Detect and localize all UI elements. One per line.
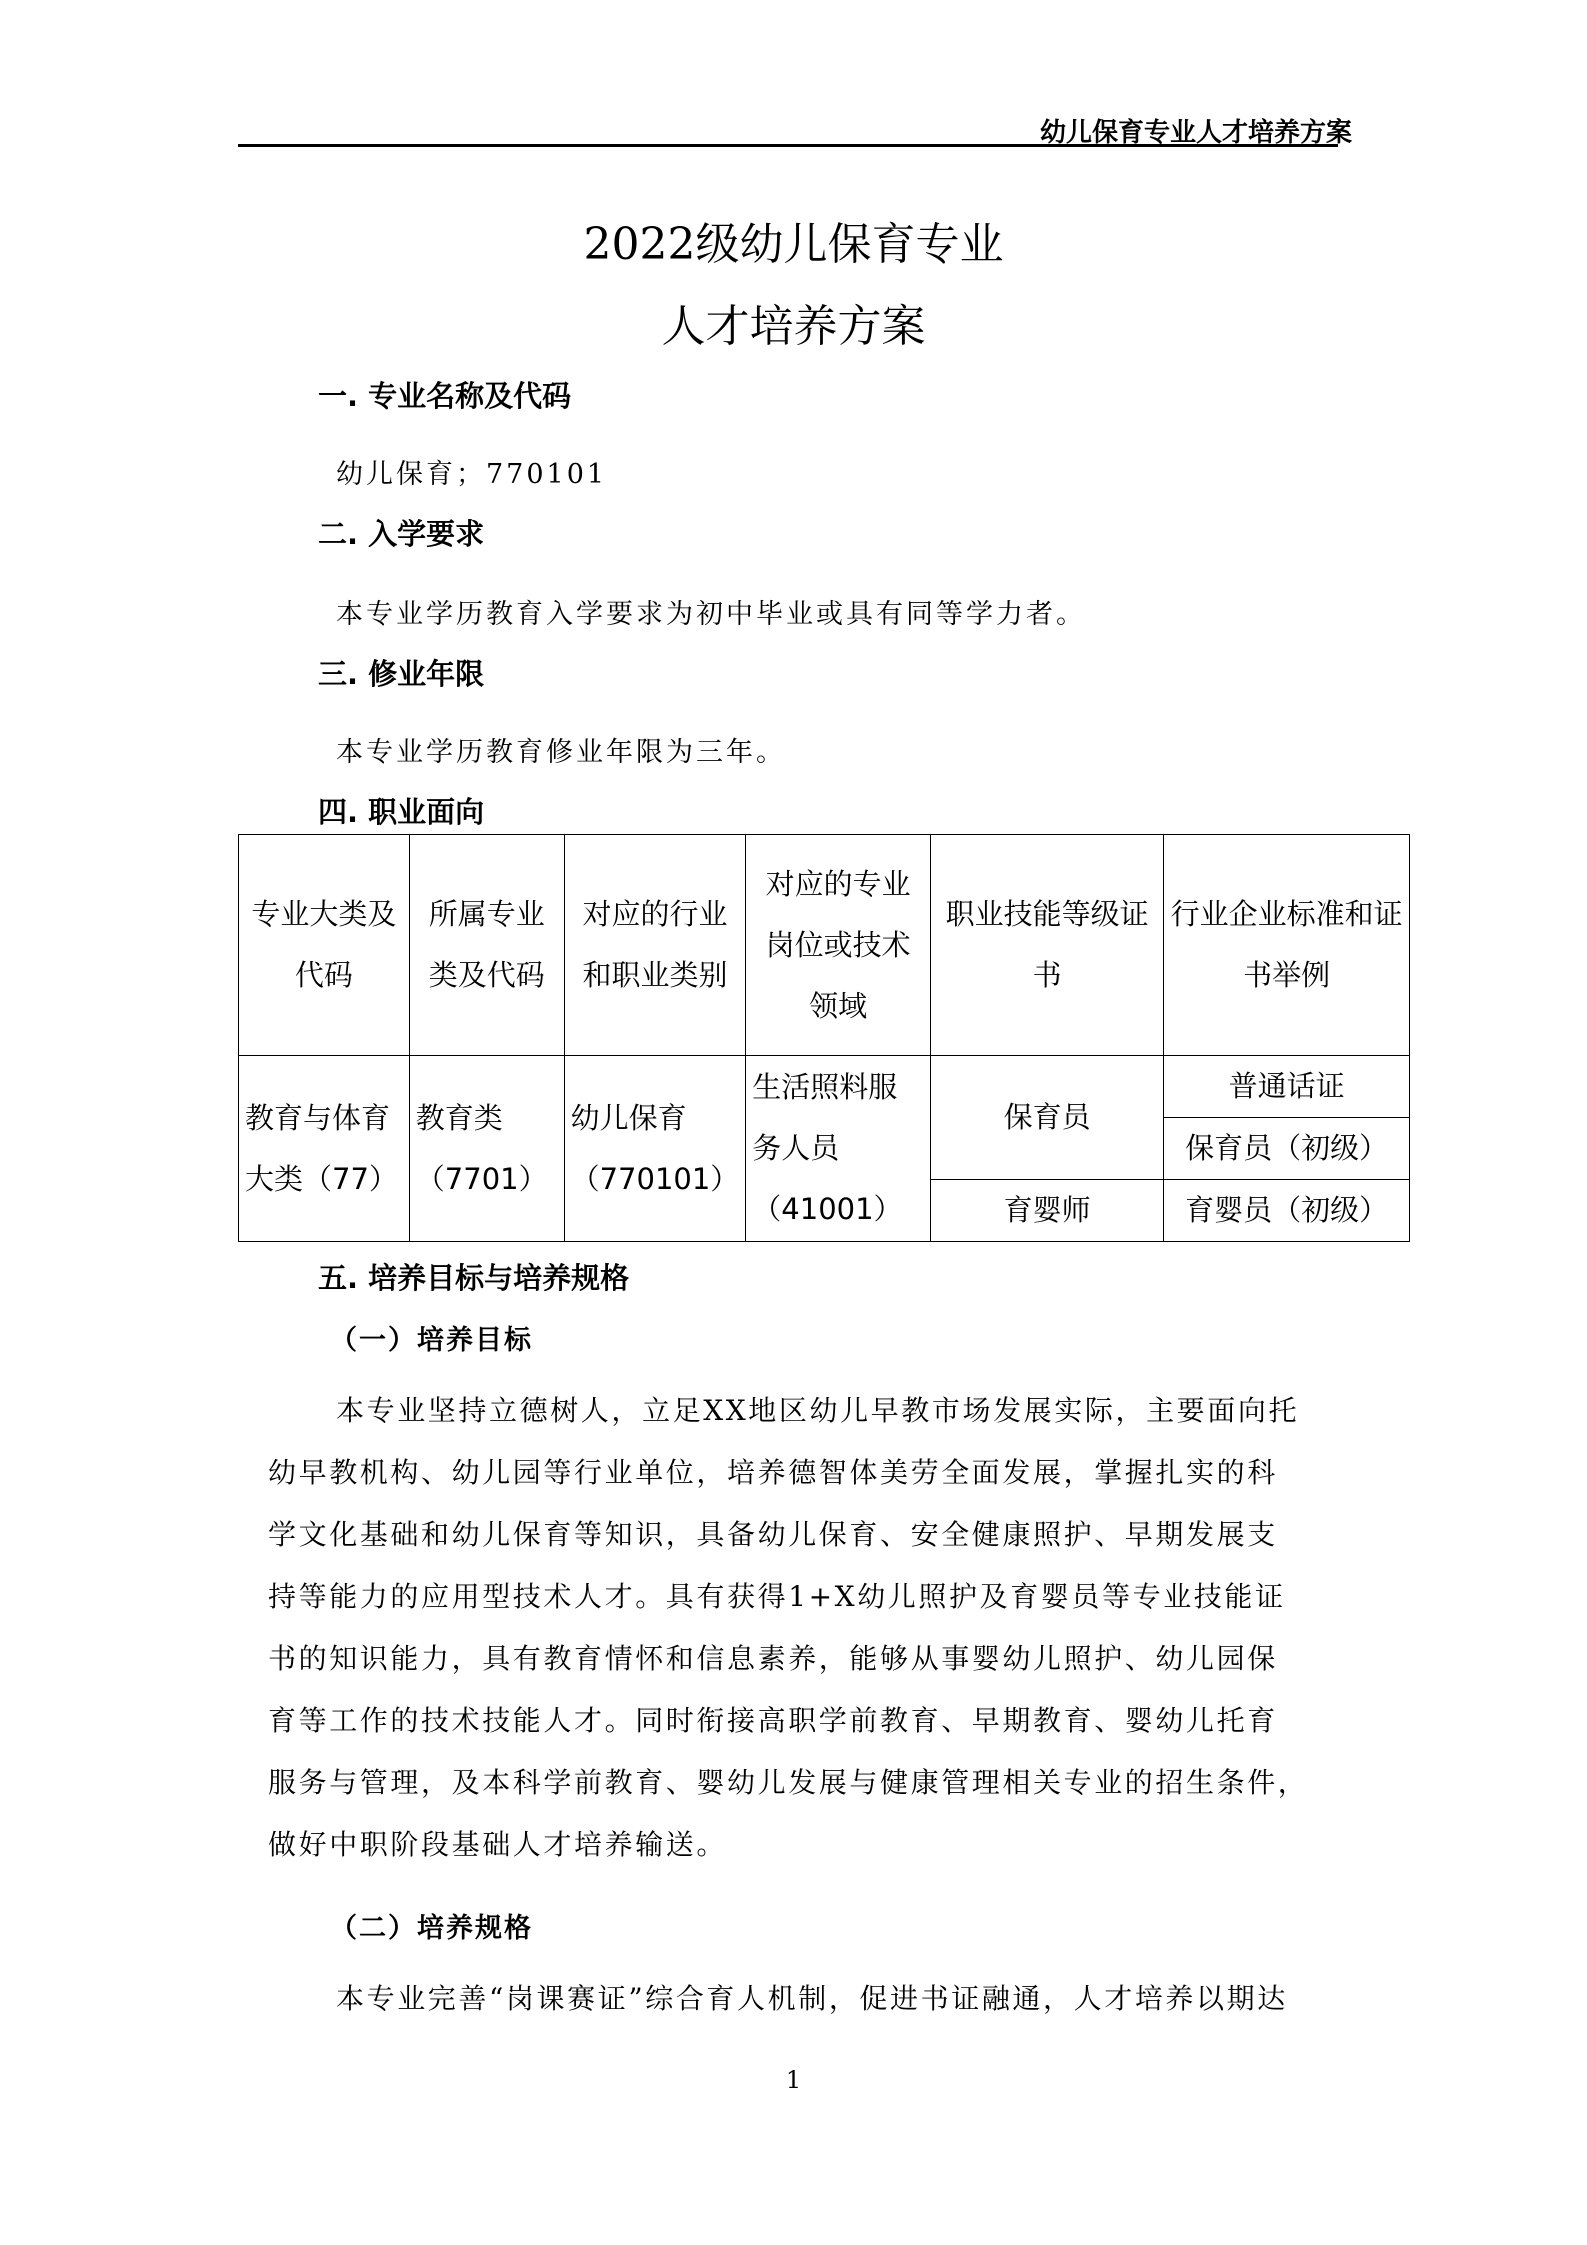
paragraph-line: 本专业完善“岗课赛证”综合育人机制，促进书证融通，人才培养以期达 <box>336 1982 1288 2015</box>
paragraph-line: 育等工作的技术技能人才。同时衔接高职学前教育、早期教育、婴幼儿托育 <box>268 1704 1278 1737</box>
table-cell-standard-3: 育婴员（初级） <box>1164 1180 1410 1242</box>
paragraph-line: 做好中职阶段基础人才培养输送。 <box>268 1828 728 1861</box>
table-header-cell: 职业技能等级证书 <box>930 835 1163 1056</box>
table-header-cell: 所属专业类及代码 <box>409 835 564 1056</box>
table-cell-standard-2: 保育员（初级） <box>1164 1118 1410 1180</box>
section-body-2: 本专业学历教育入学要求为初中毕业或具有同等学力者。 <box>336 599 1086 630</box>
career-orientation-table <box>238 834 1410 1242</box>
running-header-title: 幼儿保育专业人才培养方案 <box>1040 118 1353 148</box>
paragraph-line: 学文化基础和幼儿保育等知识，具备幼儿保育、安全健康照护、早期发展支 <box>268 1518 1278 1551</box>
header-divider <box>238 144 1338 147</box>
paragraph-line: 持等能力的应用型技术人才。具有获得1+X幼儿照护及育婴员等专业技能证 <box>268 1580 1286 1613</box>
table-cell-cert-2: 育婴师 <box>930 1180 1163 1242</box>
table-cell-subcategory: 教育类（7701） <box>409 1056 564 1242</box>
section-body-1: 幼儿保育；770101 <box>336 459 608 490</box>
section-heading-4: 四. 职业面向 <box>318 795 485 829</box>
spec-paragraph <box>268 1968 1318 2030</box>
paragraph-line: 书的知识能力，具有教育情怀和信息素养，能够从事婴幼儿照护、幼儿园保 <box>268 1642 1278 1675</box>
subsection-heading-goal: （一）培养目标 <box>330 1325 533 1356</box>
subsection-heading-spec: （二）培养规格 <box>330 1913 533 1944</box>
section-heading-1: 一. 专业名称及代码 <box>318 379 572 413</box>
section-body-3: 本专业学历教育修业年限为三年。 <box>336 737 786 768</box>
section-heading-3: 三. 修业年限 <box>318 657 485 691</box>
paragraph-line: 服务与管理，及本科学前教育、婴幼儿发展与健康管理相关专业的招生条件， <box>268 1766 1309 1799</box>
section-heading-2: 二. 入学要求 <box>318 517 485 551</box>
table-cell-position: 生活照料服务人员（41001） <box>746 1056 931 1242</box>
table-cell-industry: 幼儿保育（770101） <box>564 1056 746 1242</box>
goal-paragraph <box>268 1380 1318 1876</box>
page-number: 1 <box>785 2066 802 2094</box>
document-title-line1: 2022级幼儿保育专业 <box>583 219 1004 270</box>
table-cell-cert-1: 保育员 <box>930 1056 1163 1180</box>
section-heading-5: 五. 培养目标与培养规格 <box>318 1261 630 1295</box>
paragraph-line: 幼早教机构、幼儿园等行业单位，培养德智体美劳全面发展，掌握扎实的科 <box>268 1456 1278 1489</box>
table-header-cell: 行业企业标准和证书举例 <box>1164 835 1410 1056</box>
table-row <box>239 1056 1410 1118</box>
table-header-cell: 对应的行业和职业类别 <box>564 835 746 1056</box>
table-cell-standard-1: 普通话证 <box>1164 1056 1410 1118</box>
document-title-line2: 人才培养方案 <box>661 301 926 352</box>
table-header-row <box>239 835 1410 1056</box>
table-header-cell: 专业大类及代码 <box>239 835 410 1056</box>
table-cell-category: 教育与体育大类（77） <box>239 1056 410 1242</box>
paragraph-line: 本专业坚持立德树人，立足XX地区幼儿早教市场发展实际，主要面向托 <box>336 1394 1300 1427</box>
table-header-cell: 对应的专业岗位或技术领域 <box>746 835 931 1056</box>
